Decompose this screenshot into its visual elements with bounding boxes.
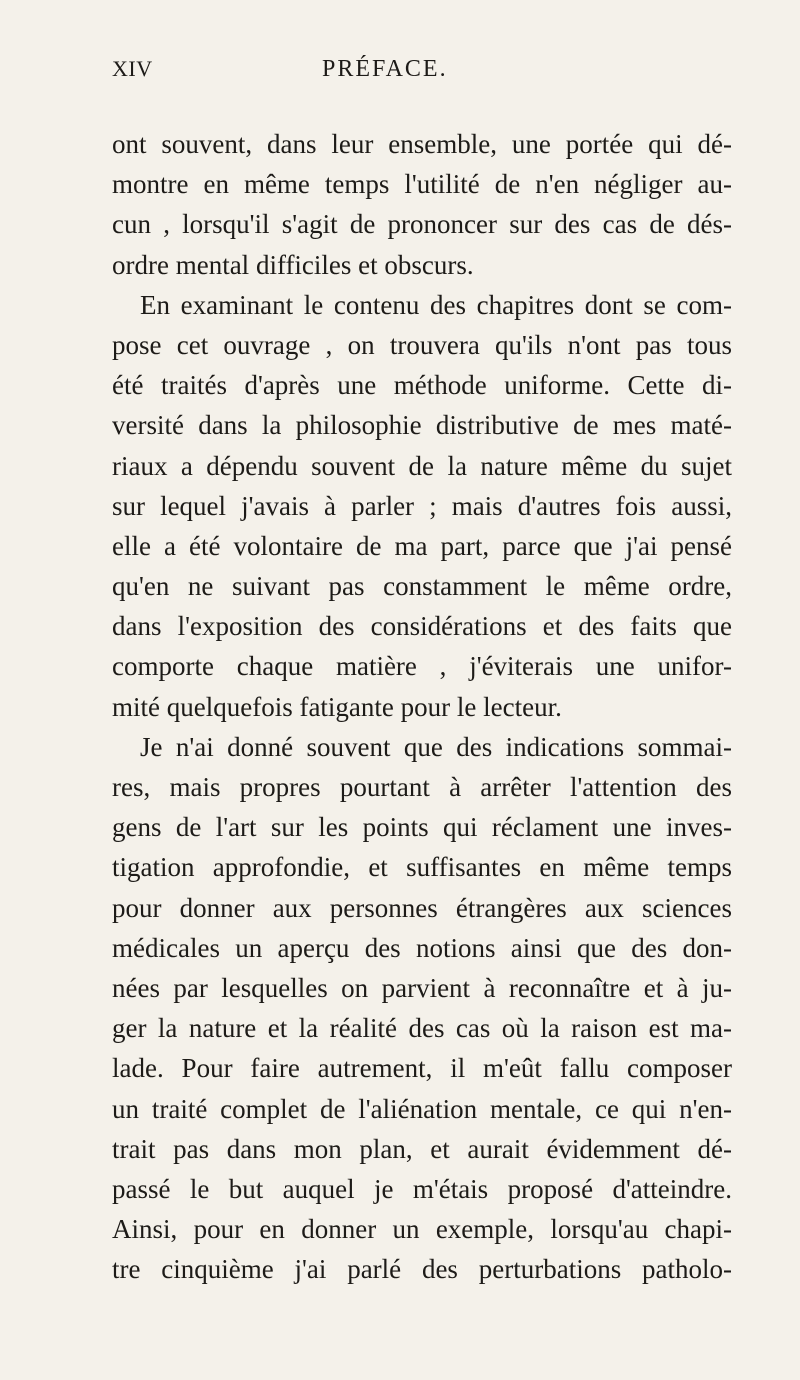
text-line: tigation approfondie, et suffisantes en même temps [112, 852, 732, 883]
text-line: nées par lesquelles on parvient à reconnaître et à ju- [112, 972, 732, 1003]
body-text [112, 124, 732, 1289]
text-line: mité quelquefois fatigante pour le lecteur. [112, 691, 562, 722]
text-line: ont souvent, dans leur ensemble, une portée qui dé- [112, 129, 732, 159]
text-line: tre cinquième j'ai parlé des perturbations patholo- [112, 1254, 732, 1285]
text-line: Ainsi, pour en donner un exemple, lorsqu'au chapi- [112, 1214, 732, 1245]
text-line: un traité complet de l'aliénation mentale, ce qui n'en- [112, 1093, 732, 1124]
text-line: médicales un aperçu des notions ainsi que des don- [112, 932, 732, 963]
running-title: PRÉFACE. [322, 56, 448, 82]
text-line: lade. Pour faire autrement, il m'eût fallu composer [112, 1053, 732, 1084]
text-line: pour donner aux personnes étrangères aux sciences [112, 892, 732, 923]
page-number: XIV [112, 56, 153, 81]
text-line: Je n'ai donné souvent que des indications sommai- [140, 731, 732, 762]
text-line: ordre mental difficiles et obscurs. [112, 249, 474, 280]
text-line: cun , lorsqu'il s'agit de prononcer sur des cas de dés- [112, 209, 732, 240]
text-line: trait pas dans mon plan, et aurait évidemment dé- [112, 1133, 732, 1164]
text-line: ger la nature et la réalité des cas où la raison est ma- [112, 1013, 732, 1044]
text-line: montre en même temps l'utilité de n'en négliger au- [112, 169, 732, 200]
text-line: gens de l'art sur les points qui réclament une inves- [112, 812, 732, 843]
text-line: riaux a dépendu souvent de la nature même du sujet [112, 450, 732, 481]
text-line: sur lequel j'avais à parler ; mais d'autres fois aussi, [112, 490, 732, 521]
text-line: été traités d'après une méthode uniforme. Cette di- [112, 370, 732, 401]
text-line: dans l'exposition des considérations et des faits que [112, 611, 732, 642]
text-line: versité dans la philosophie distributive de mes maté- [112, 410, 732, 441]
text-line: passé le but auquel je m'étais proposé d'atteindre. [112, 1173, 732, 1204]
text-line: En examinant le contenu des chapitres dont se com- [140, 289, 732, 320]
text-line: comporte chaque matière , j'éviterais une unifor- [112, 651, 732, 682]
text-line: qu'en ne suivant pas constamment le même ordre, [112, 571, 732, 602]
text-line: elle a été volontaire de ma part, parce que j'ai pensé [112, 530, 732, 561]
text-line: res, mais propres pourtant à arrêter l'attention des [112, 772, 732, 802]
text-line: pose cet ouvrage , on trouvera qu'ils n'ont pas tous [112, 329, 732, 360]
page-header [112, 48, 732, 88]
